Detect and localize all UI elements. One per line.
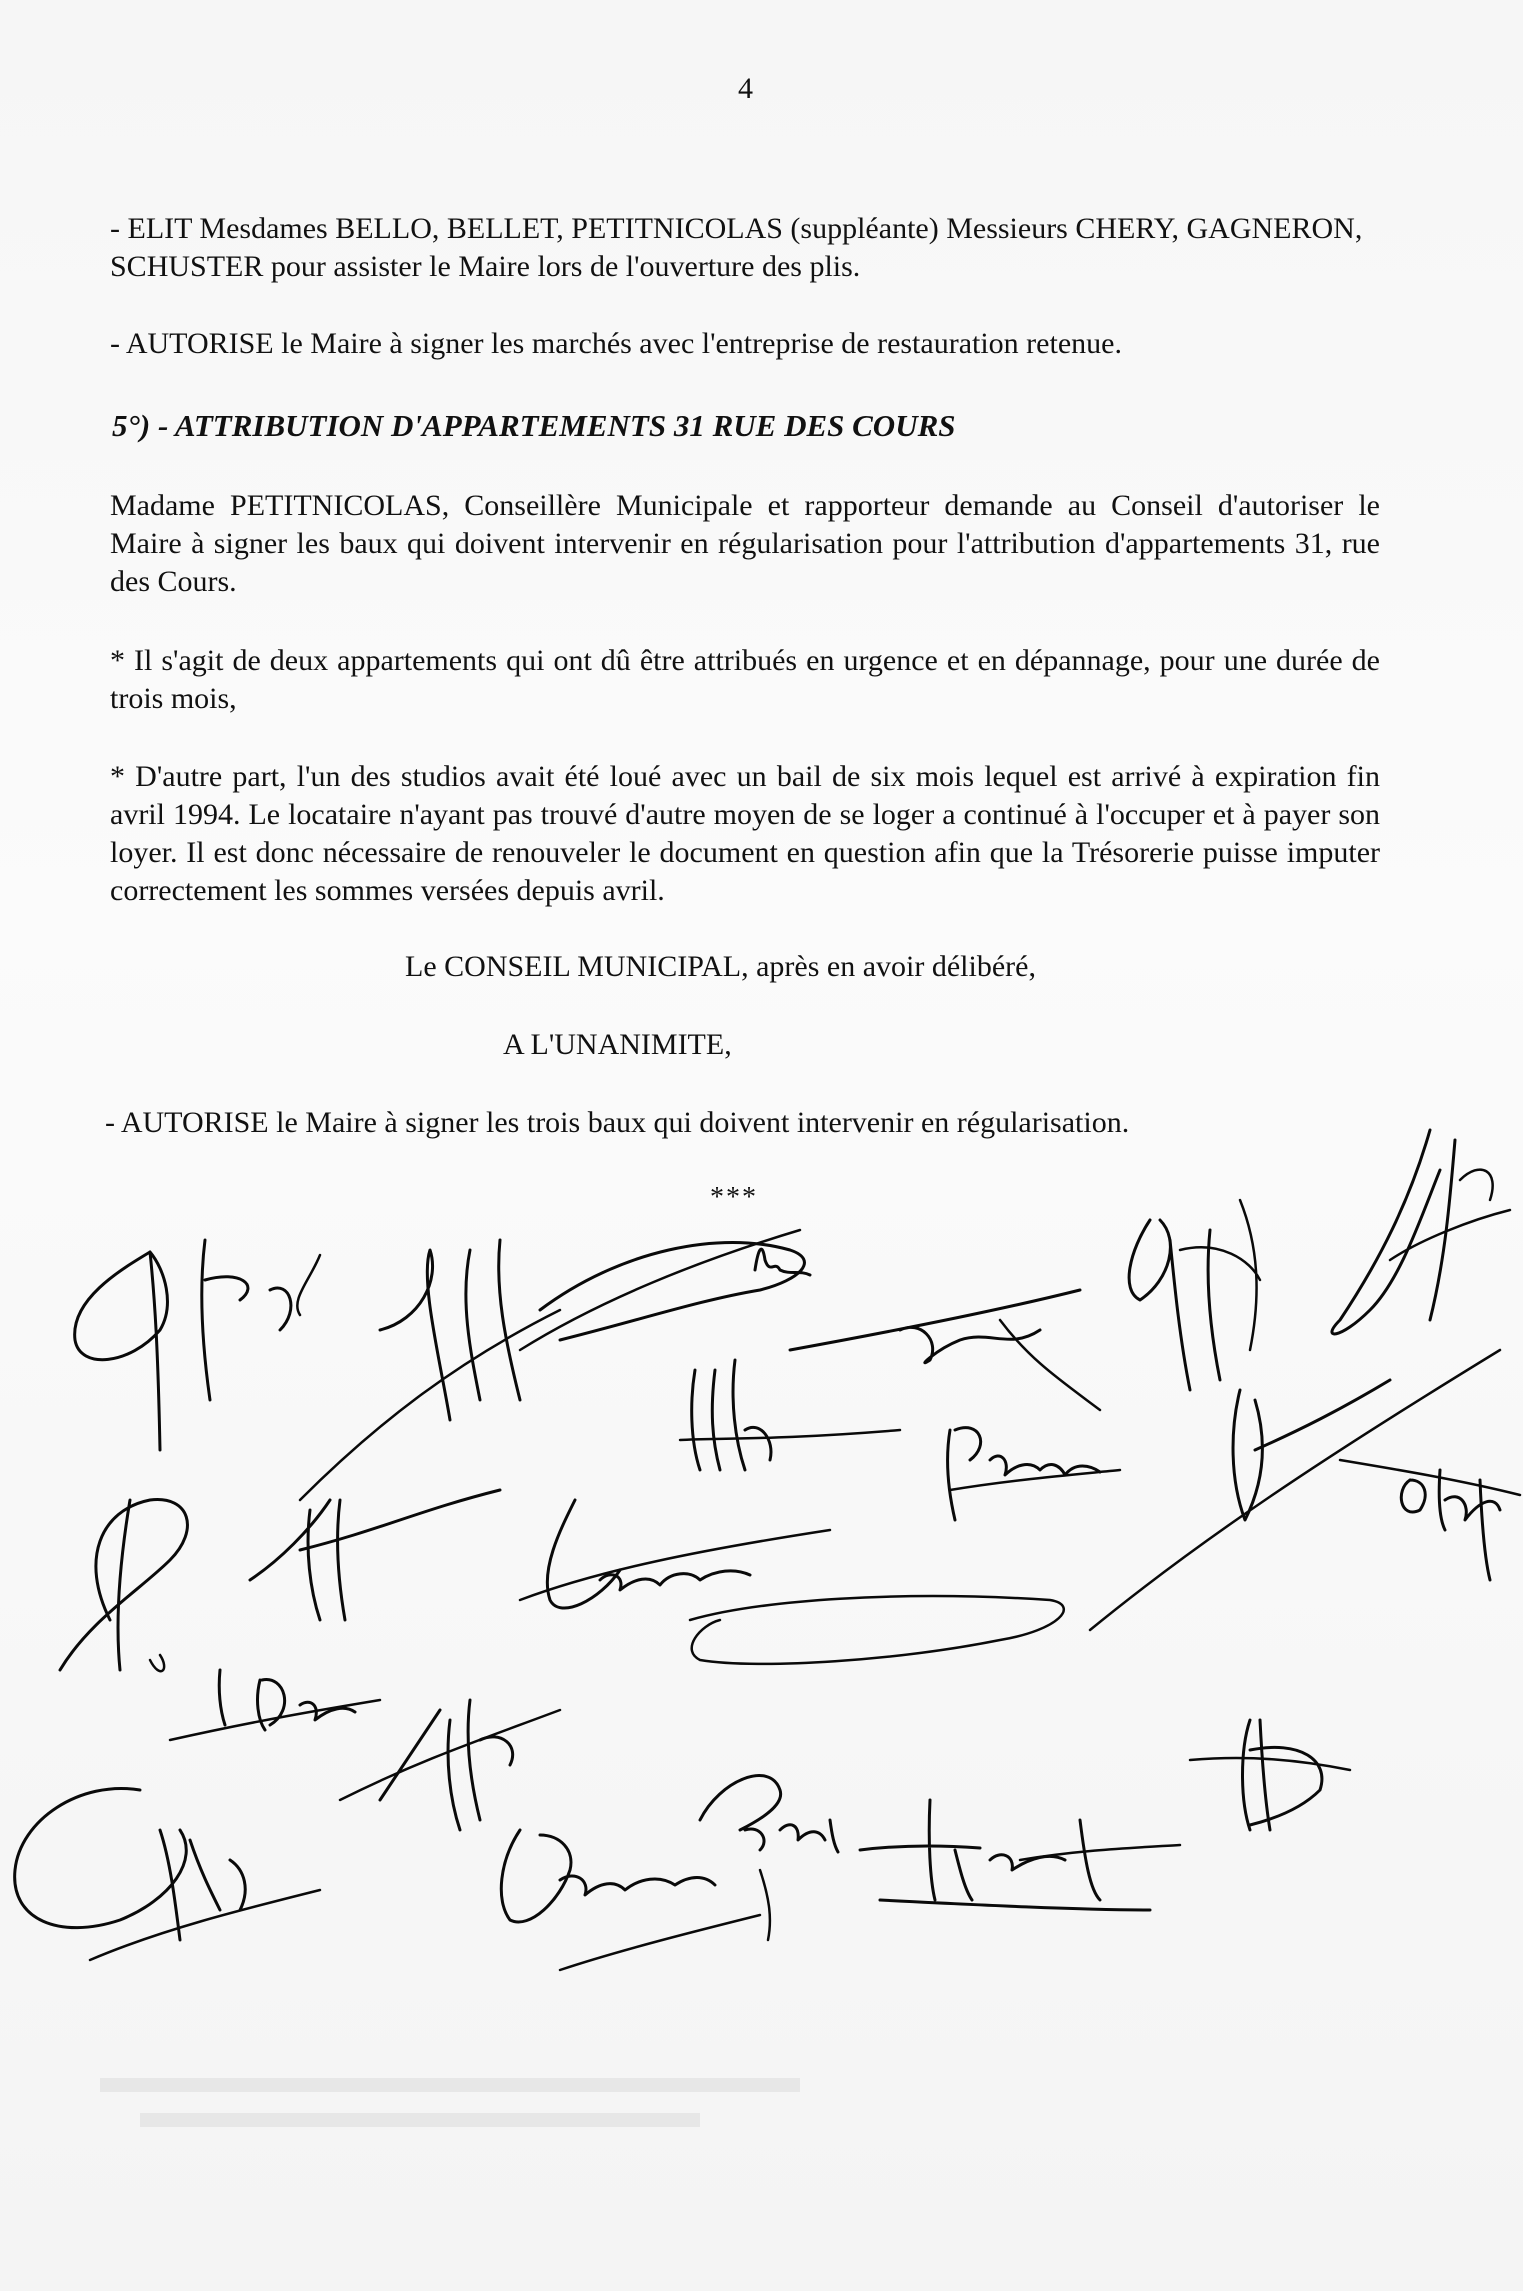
paragraph-elit: - ELIT Mesdames BELLO, BELLET, PETITNICOLAS (suppléante) Messieurs CHERY, GAGNERON, SCHUSTER pour assister le Maire lors de l'ouverture des plis. <box>110 212 1363 283</box>
paragraph-autorise-baux: - AUTORISE le Maire à signer les trois baux qui doivent intervenir en régularisation. <box>105 1106 1130 1139</box>
signature-15 <box>340 1700 560 1830</box>
signature-13 <box>520 1500 1064 1664</box>
paragraph-rapporteur: Madame PETITNICOLAS, Conseillère Municipale et rapporteur demande au Conseil d'autoriser le Maire à signer les baux qui doivent intervenir en régularisation pour l'attribution d'appartements 31, rue des Cours. <box>110 489 1380 598</box>
signature-1 <box>75 1240 320 1450</box>
signature-10 <box>1340 1460 1520 1580</box>
page-number: 4 <box>738 72 753 105</box>
signature-7 <box>680 1360 900 1470</box>
unanimite-line: A L'UNANIMITE, <box>503 1028 732 1061</box>
signature-4 <box>790 1290 1100 1410</box>
signature-6 <box>1332 1130 1510 1334</box>
signature-19 <box>860 1800 1180 1910</box>
signature-14 <box>170 1670 380 1740</box>
signatures-area <box>0 1100 1523 1980</box>
paragraph-autorise-marches: - AUTORISE le Maire à signer les marchés avec l'entreprise de restauration retenue. <box>110 327 1122 360</box>
paragraph-point-2: * D'autre part, l'un des studios avait été loué avec un bail de six mois lequel est arrivé à expiration fin avril 1994. Le locataire n'ayant pas trouvé d'autre moyen de se loger a continué à l'occuper et à payer son loyer. Il est donc nécessaire de renouveler le document en question afin que la Trésorerie puisse imputer correctement les sommes versées depuis avril. <box>110 760 1380 907</box>
separator-stars: *** <box>710 1182 758 1213</box>
signature-3 <box>540 1243 810 1341</box>
conseil-line: Le CONSEIL MUNICIPAL, après en avoir délibéré, <box>405 950 1036 983</box>
signatures-svg <box>0 1100 1523 1980</box>
signature-8 <box>948 1428 1120 1520</box>
signature-16 <box>15 1788 320 1960</box>
signature-20 <box>1190 1720 1350 1830</box>
signature-12 <box>250 1490 500 1620</box>
signature-5 <box>1129 1200 1260 1390</box>
signature-11 <box>60 1500 187 1672</box>
signature-2 <box>300 1230 800 1500</box>
signature-18 <box>700 1776 838 1940</box>
faded-bleed-through <box>100 2065 800 2145</box>
section-heading: 5°) - ATTRIBUTION D'APPARTEMENTS 31 RUE DES COURS <box>112 408 956 443</box>
signature-17 <box>501 1830 760 1970</box>
paragraph-point-1: * Il s'agit de deux appartements qui ont dû être attribués en urgence et en dépannage, pour une durée de trois mois, <box>110 644 1380 715</box>
